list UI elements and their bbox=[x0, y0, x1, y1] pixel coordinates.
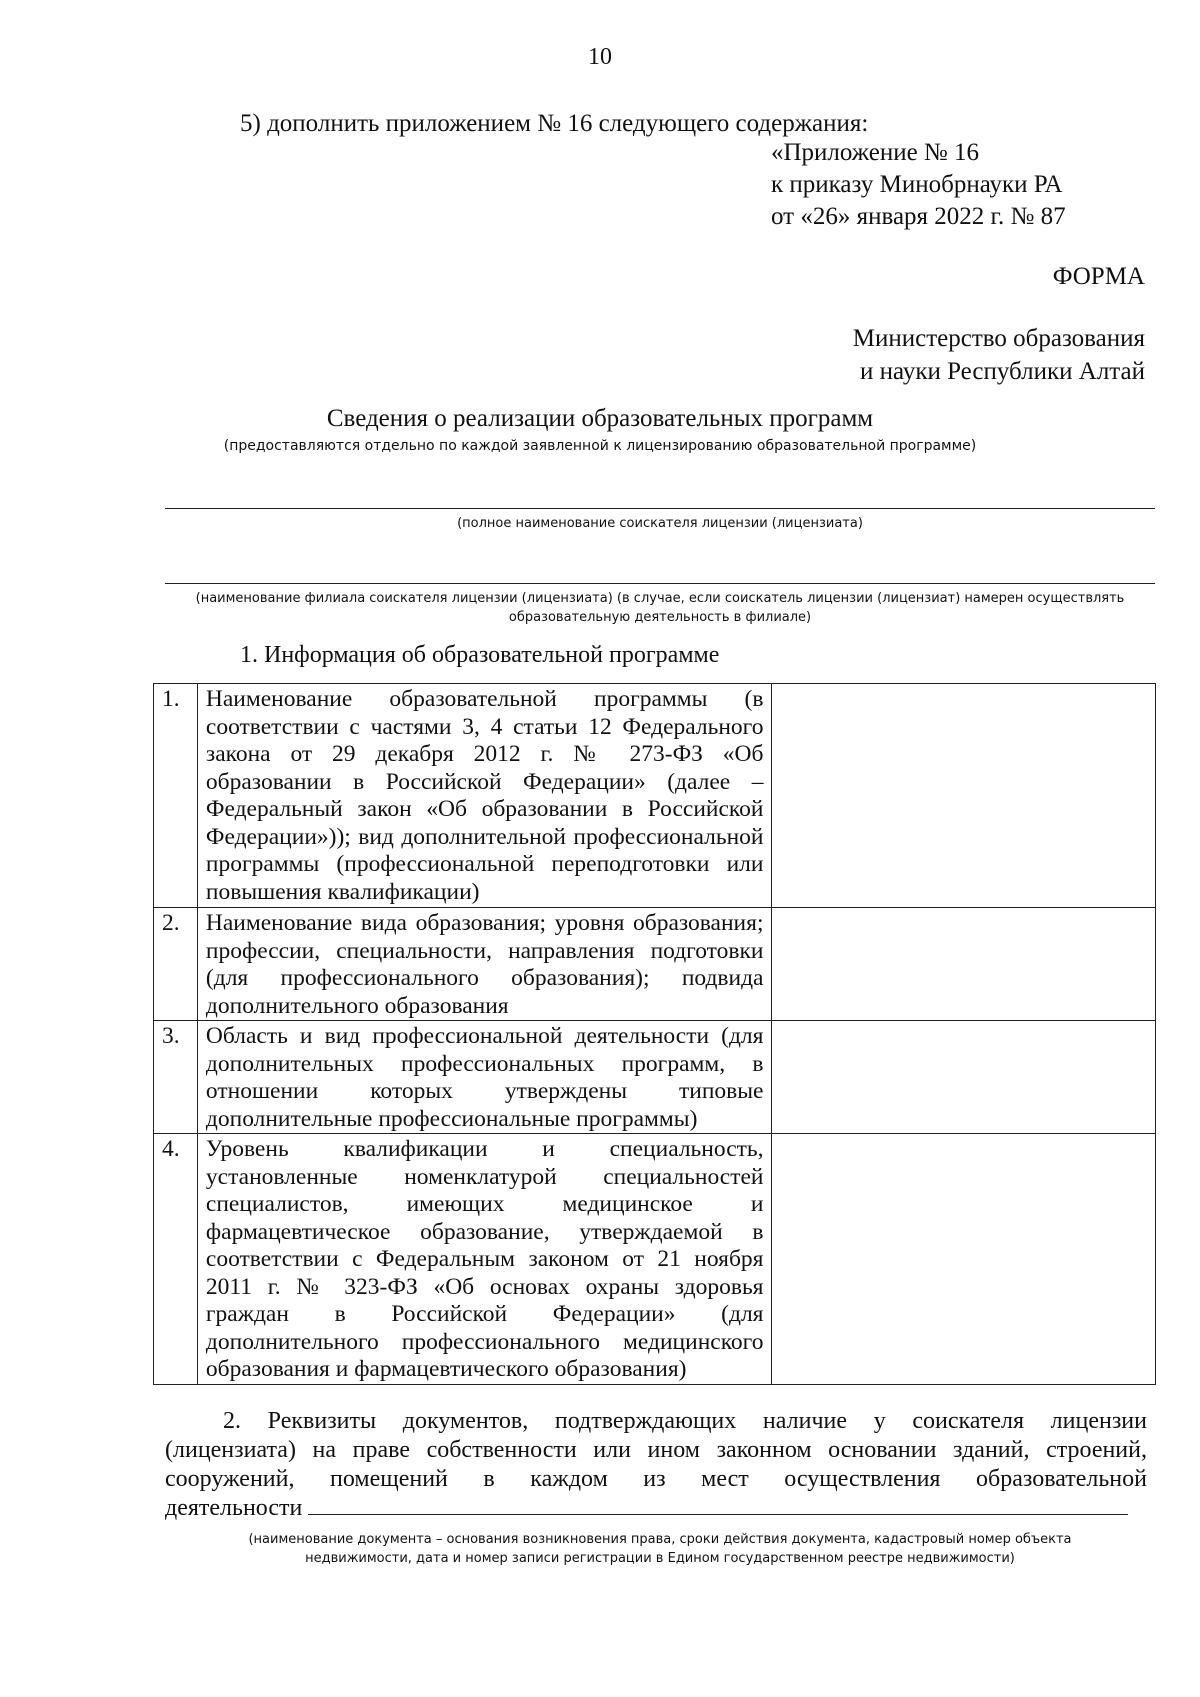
appendix-line-3: от «26» января 2022 г. № 87 bbox=[771, 203, 1066, 230]
document-title: Сведения о реализации образовательных программ bbox=[326, 405, 874, 432]
table-row bbox=[154, 684, 1156, 908]
section-2-line-1: 2. Реквизиты документов, подтверждающих наличие у соискателя лицензии bbox=[223, 1408, 1147, 1434]
row-number: 4. bbox=[154, 1134, 198, 1385]
ministry-line-2: и науки Республики Алтай bbox=[859, 358, 1145, 385]
row-number: 1. bbox=[154, 684, 198, 908]
row-value-cell bbox=[772, 684, 1156, 908]
table-row bbox=[154, 1134, 1156, 1385]
row-number: 2. bbox=[154, 908, 198, 1021]
branch-caption-line-2: образовательную деятельность в филиале) bbox=[508, 610, 812, 625]
section-2-paragraph bbox=[165, 1407, 1147, 1523]
section-2-line-2: (лицензиата) на праве собственности или ином законном основании зданий, строений, bbox=[165, 1437, 1147, 1463]
row-text: Наименование вида образования; уровня образования; профессии, специальности, направления подготовки (для профессионального образования); подвида дополнительного образования bbox=[197, 908, 772, 1021]
branch-caption bbox=[165, 589, 1155, 627]
program-info-table bbox=[153, 683, 1156, 1385]
section-1-title: 1. Информация об образовательной программе bbox=[240, 642, 720, 668]
ministry-addressee bbox=[853, 322, 1145, 388]
row-text: Наименование образовательной программы (в соответствии с частями 3, 4 статьи 12 Федерального закона от 29 декабря 2012 г. № 273-ФЗ «Об образовании в Российской Федерации» (далее – Федеральный закон «Об образовании в Российской Федерации»)); вид дополнительной профессиональной программы (профессиональной переподготовки или повышения квалификации) bbox=[197, 684, 772, 908]
row-number: 3. bbox=[154, 1021, 198, 1134]
section-2-caption-line-2: недвижимости, дата и номер записи регистрации в Едином государственном реестре недвижимости) bbox=[305, 1551, 1015, 1566]
appendix-line-2: к приказу Минобрнауки РА bbox=[771, 171, 1063, 198]
section-2-line-4 bbox=[165, 1494, 1147, 1523]
section-2-line-3: сооружений, помещений в каждом из мест осуществления образовательной bbox=[165, 1466, 1147, 1492]
appendix-header bbox=[771, 137, 1066, 233]
table-row bbox=[154, 908, 1156, 1021]
intro-text: 5) дополнить приложением № 16 следующего содержания: bbox=[240, 110, 869, 137]
section-2-last-word: деятельности bbox=[165, 1495, 303, 1521]
document-subtitle: (предоставляются отдельно по каждой заявленной к лицензированию образовательной программе) bbox=[223, 438, 977, 454]
applicant-name-line bbox=[165, 508, 1155, 509]
page-number: 10 bbox=[588, 44, 612, 70]
applicant-caption: (полное наименование соискателя лицензии (лицензиата) bbox=[457, 516, 863, 531]
branch-caption-line-1: (наименование филиала соискателя лицензии (лицензиата) (в случае, если соискатель лицензии (лицензиат) намерен осуществлять bbox=[195, 591, 1125, 606]
ministry-line-1: Министерство образования bbox=[852, 325, 1145, 352]
appendix-line-1: «Приложение № 16 bbox=[771, 139, 980, 166]
row-value-cell bbox=[772, 1134, 1156, 1385]
row-value-cell bbox=[772, 908, 1156, 1021]
row-text: Область и вид профессиональной деятельности (для дополнительных профессиональных программ, в отношении которых утверждены типовые дополнительные профессиональные программы) bbox=[197, 1021, 772, 1134]
row-value-cell bbox=[772, 1021, 1156, 1134]
section-2-caption bbox=[165, 1530, 1155, 1568]
section-2-caption-line-1: (наименование документа – основания возникновения права, сроки действия документа, кадастровый номер объекта bbox=[248, 1532, 1072, 1547]
section-2-fill-line bbox=[308, 1494, 1128, 1515]
branch-name-line bbox=[165, 583, 1155, 584]
form-label: ФОРМА bbox=[1052, 263, 1145, 290]
row-text: Уровень квалификации и специальность, установленные номенклатурой специальностей специалистов, имеющих медицинское и фармацевтическое образование, утверждаемой в соответствии с Федеральным законом от 21 ноября 2011 г. № 323-ФЗ «Об основах охраны здоровья граждан в Российской Федерации» (для дополнительного профессионального медицинского образования и фармацевтического образования) bbox=[197, 1134, 772, 1385]
table-row bbox=[154, 1021, 1156, 1134]
